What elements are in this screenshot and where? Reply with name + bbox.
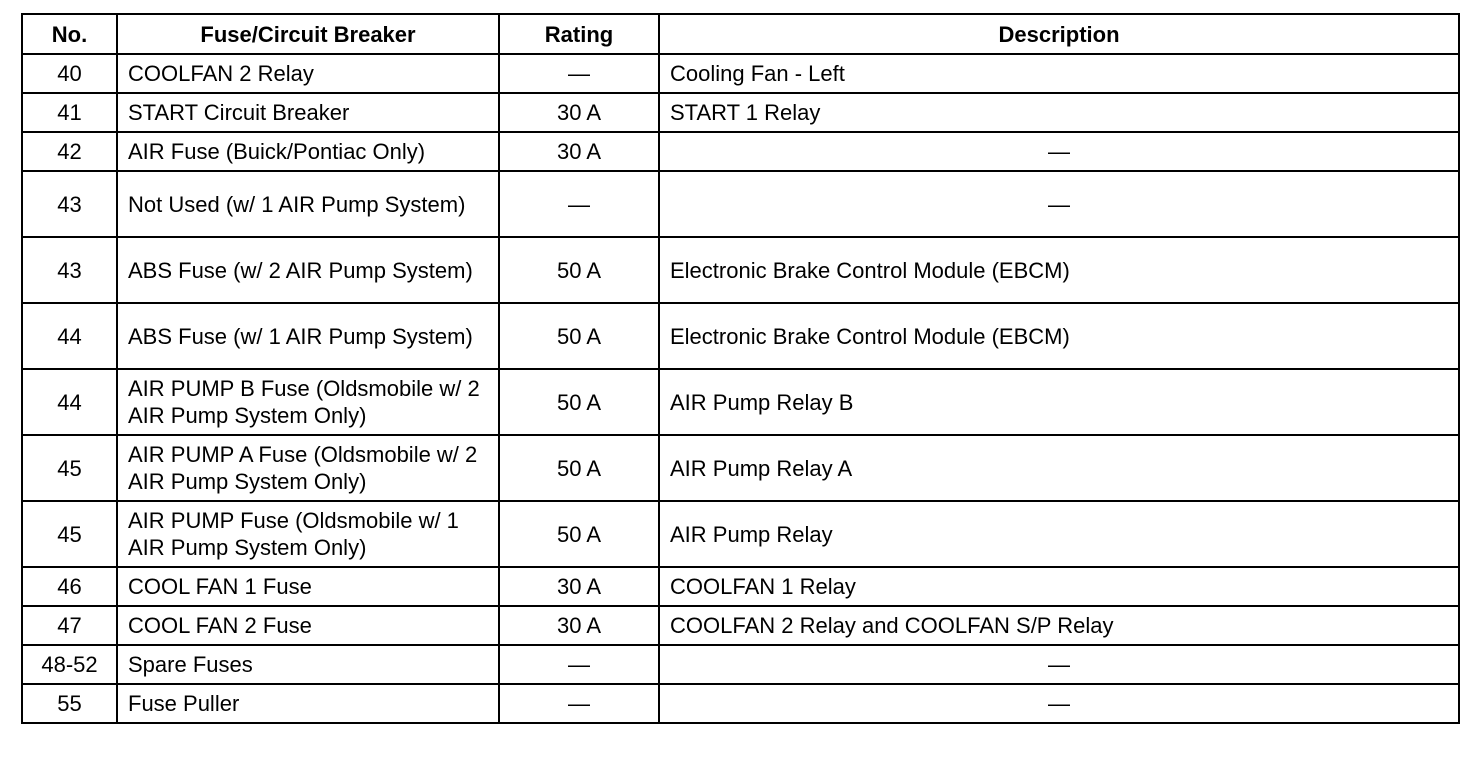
table-row bbox=[22, 501, 1459, 567]
cell-fuse: ABS Fuse (w/ 1 AIR Pump System) bbox=[117, 303, 499, 369]
cell-no: 45 bbox=[22, 501, 117, 567]
cell-fuse: AIR PUMP Fuse (Oldsmobile w/ 1 AIR Pump System Only) bbox=[117, 501, 499, 567]
cell-fuse: COOL FAN 1 Fuse bbox=[117, 567, 499, 606]
cell-no: 40 bbox=[22, 54, 117, 93]
table-row bbox=[22, 567, 1459, 606]
cell-rating: 30 A bbox=[499, 132, 659, 171]
cell-no: 45 bbox=[22, 435, 117, 501]
cell-no: 55 bbox=[22, 684, 117, 723]
cell-fuse: START Circuit Breaker bbox=[117, 93, 499, 132]
table-row bbox=[22, 93, 1459, 132]
cell-no: 42 bbox=[22, 132, 117, 171]
table-row bbox=[22, 54, 1459, 93]
header-rating: Rating bbox=[499, 14, 659, 54]
cell-rating: — bbox=[499, 54, 659, 93]
cell-fuse: COOL FAN 2 Fuse bbox=[117, 606, 499, 645]
cell-fuse: AIR Fuse (Buick/Pontiac Only) bbox=[117, 132, 499, 171]
cell-description: COOLFAN 1 Relay bbox=[659, 567, 1459, 606]
cell-description: AIR Pump Relay bbox=[659, 501, 1459, 567]
cell-description: — bbox=[659, 132, 1459, 171]
cell-no: 41 bbox=[22, 93, 117, 132]
table-row bbox=[22, 237, 1459, 303]
cell-description: — bbox=[659, 645, 1459, 684]
cell-description: START 1 Relay bbox=[659, 93, 1459, 132]
table-row bbox=[22, 369, 1459, 435]
cell-description: Electronic Brake Control Module (EBCM) bbox=[659, 303, 1459, 369]
table-row bbox=[22, 645, 1459, 684]
cell-rating: 50 A bbox=[499, 369, 659, 435]
cell-no: 44 bbox=[22, 303, 117, 369]
cell-fuse: AIR PUMP B Fuse (Oldsmobile w/ 2 AIR Pump System Only) bbox=[117, 369, 499, 435]
table-row bbox=[22, 171, 1459, 237]
cell-rating: 50 A bbox=[499, 435, 659, 501]
fuse-table-container bbox=[21, 13, 1458, 724]
cell-description: AIR Pump Relay A bbox=[659, 435, 1459, 501]
cell-rating: 50 A bbox=[499, 303, 659, 369]
cell-rating: 50 A bbox=[499, 237, 659, 303]
table-row bbox=[22, 684, 1459, 723]
table-row bbox=[22, 606, 1459, 645]
table-row bbox=[22, 303, 1459, 369]
cell-description: COOLFAN 2 Relay and COOLFAN S/P Relay bbox=[659, 606, 1459, 645]
cell-rating: — bbox=[499, 645, 659, 684]
cell-fuse: Fuse Puller bbox=[117, 684, 499, 723]
cell-rating: — bbox=[499, 171, 659, 237]
cell-no: 48-52 bbox=[22, 645, 117, 684]
cell-description: AIR Pump Relay B bbox=[659, 369, 1459, 435]
cell-description: Cooling Fan - Left bbox=[659, 54, 1459, 93]
cell-description: — bbox=[659, 171, 1459, 237]
table-header-row bbox=[22, 14, 1459, 54]
header-no: No. bbox=[22, 14, 117, 54]
cell-rating: 30 A bbox=[499, 567, 659, 606]
cell-description: — bbox=[659, 684, 1459, 723]
cell-rating: 30 A bbox=[499, 606, 659, 645]
cell-description: Electronic Brake Control Module (EBCM) bbox=[659, 237, 1459, 303]
cell-no: 47 bbox=[22, 606, 117, 645]
cell-fuse: Not Used (w/ 1 AIR Pump System) bbox=[117, 171, 499, 237]
cell-fuse: COOLFAN 2 Relay bbox=[117, 54, 499, 93]
cell-fuse: ABS Fuse (w/ 2 AIR Pump System) bbox=[117, 237, 499, 303]
fuse-table bbox=[21, 13, 1460, 724]
cell-no: 44 bbox=[22, 369, 117, 435]
header-fuse: Fuse/Circuit Breaker bbox=[117, 14, 499, 54]
cell-no: 43 bbox=[22, 237, 117, 303]
cell-fuse: Spare Fuses bbox=[117, 645, 499, 684]
header-description: Description bbox=[659, 14, 1459, 54]
cell-no: 46 bbox=[22, 567, 117, 606]
cell-fuse: AIR PUMP A Fuse (Oldsmobile w/ 2 AIR Pump System Only) bbox=[117, 435, 499, 501]
table-row bbox=[22, 435, 1459, 501]
cell-rating: 50 A bbox=[499, 501, 659, 567]
cell-rating: 30 A bbox=[499, 93, 659, 132]
cell-no: 43 bbox=[22, 171, 117, 237]
table-row bbox=[22, 132, 1459, 171]
cell-rating: — bbox=[499, 684, 659, 723]
